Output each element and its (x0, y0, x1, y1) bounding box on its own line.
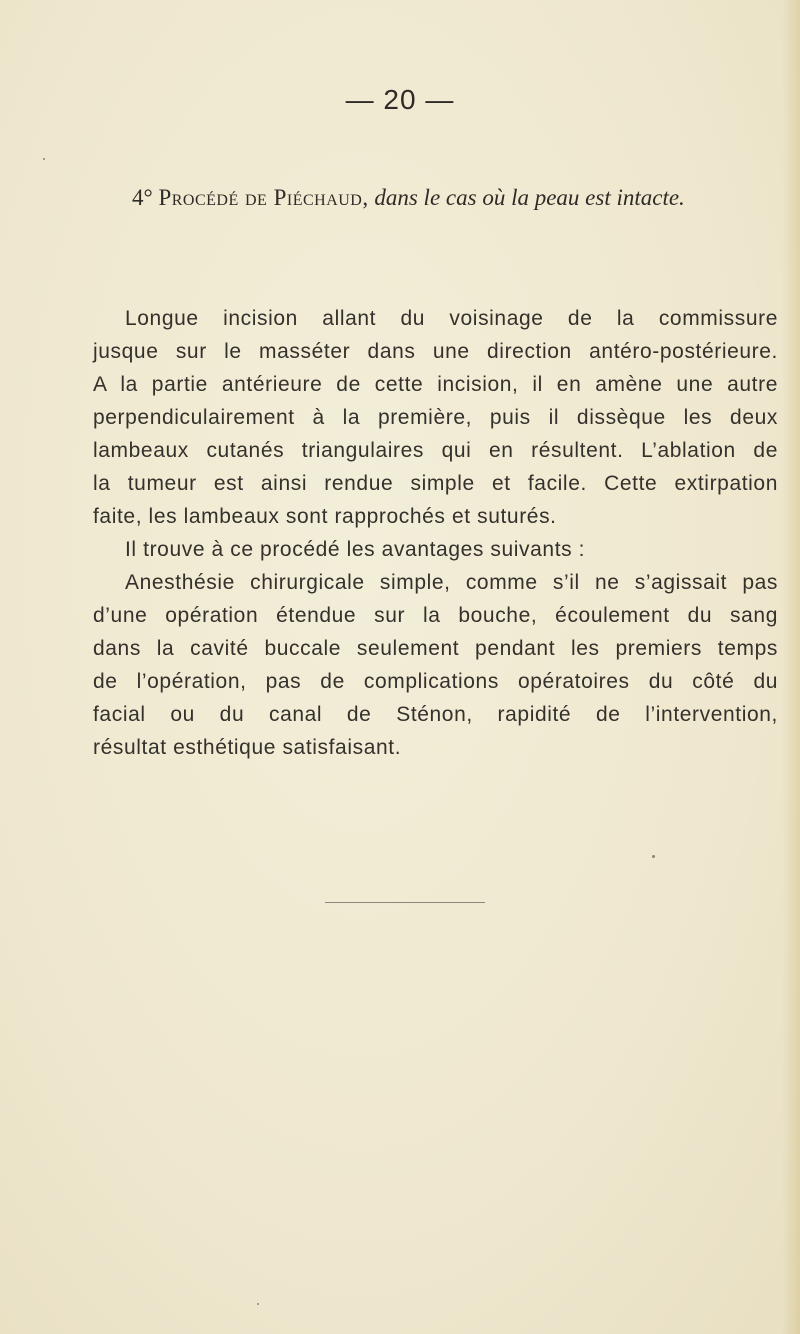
heading-subtitle: dans le cas où la peau est intacte. (374, 185, 685, 210)
text-line: jusque sur le masséter dans une direction antéro-postérieure. (93, 340, 778, 363)
text-line: de l’opération, pas de complications opératoires du côté du (93, 670, 778, 693)
heading-title: Procédé de Piéchaud, (158, 185, 369, 210)
page-number: — 20 — (345, 84, 455, 115)
text-line: d’une opération étendue sur la bouche, écoulement du sang (93, 604, 778, 627)
text-line: A la partie antérieure de cette incision, il en amène une autre (93, 373, 778, 396)
paper-speck (43, 158, 45, 160)
paper-speck (652, 855, 655, 858)
heading-number: 4° (132, 185, 153, 210)
text-line: la tumeur est ainsi rendue simple et facile. Cette extirpation (93, 472, 778, 495)
text-line: perpendiculairement à la première, puis il dissèque les deux (93, 406, 778, 429)
text-line: dans la cavité buccale seulement pendant les premiers temps (93, 637, 778, 660)
page-edge-shadow (782, 0, 800, 1334)
text-line: lambeaux cutanés triangulaires qui en résultent. L’ablation de (93, 439, 778, 462)
body-text (93, 302, 778, 764)
text-line: faite, les lambeaux sont rapprochés et suturés. (93, 505, 557, 528)
section-heading (132, 185, 772, 211)
horizontal-rule (325, 902, 485, 903)
text-line: Longue incision allant du voisinage de la commissure (125, 307, 778, 330)
text-line: Anesthésie chirurgicale simple, comme s’il ne s’agissait pas (125, 571, 778, 594)
text-line: résultat esthétique satisfaisant. (93, 736, 402, 759)
text-line: Il trouve à ce procédé les avantages suivants : (125, 538, 586, 561)
text-line: facial ou du canal de Sténon, rapidité de l’intervention, (93, 703, 778, 726)
paper-speck (257, 1303, 259, 1305)
